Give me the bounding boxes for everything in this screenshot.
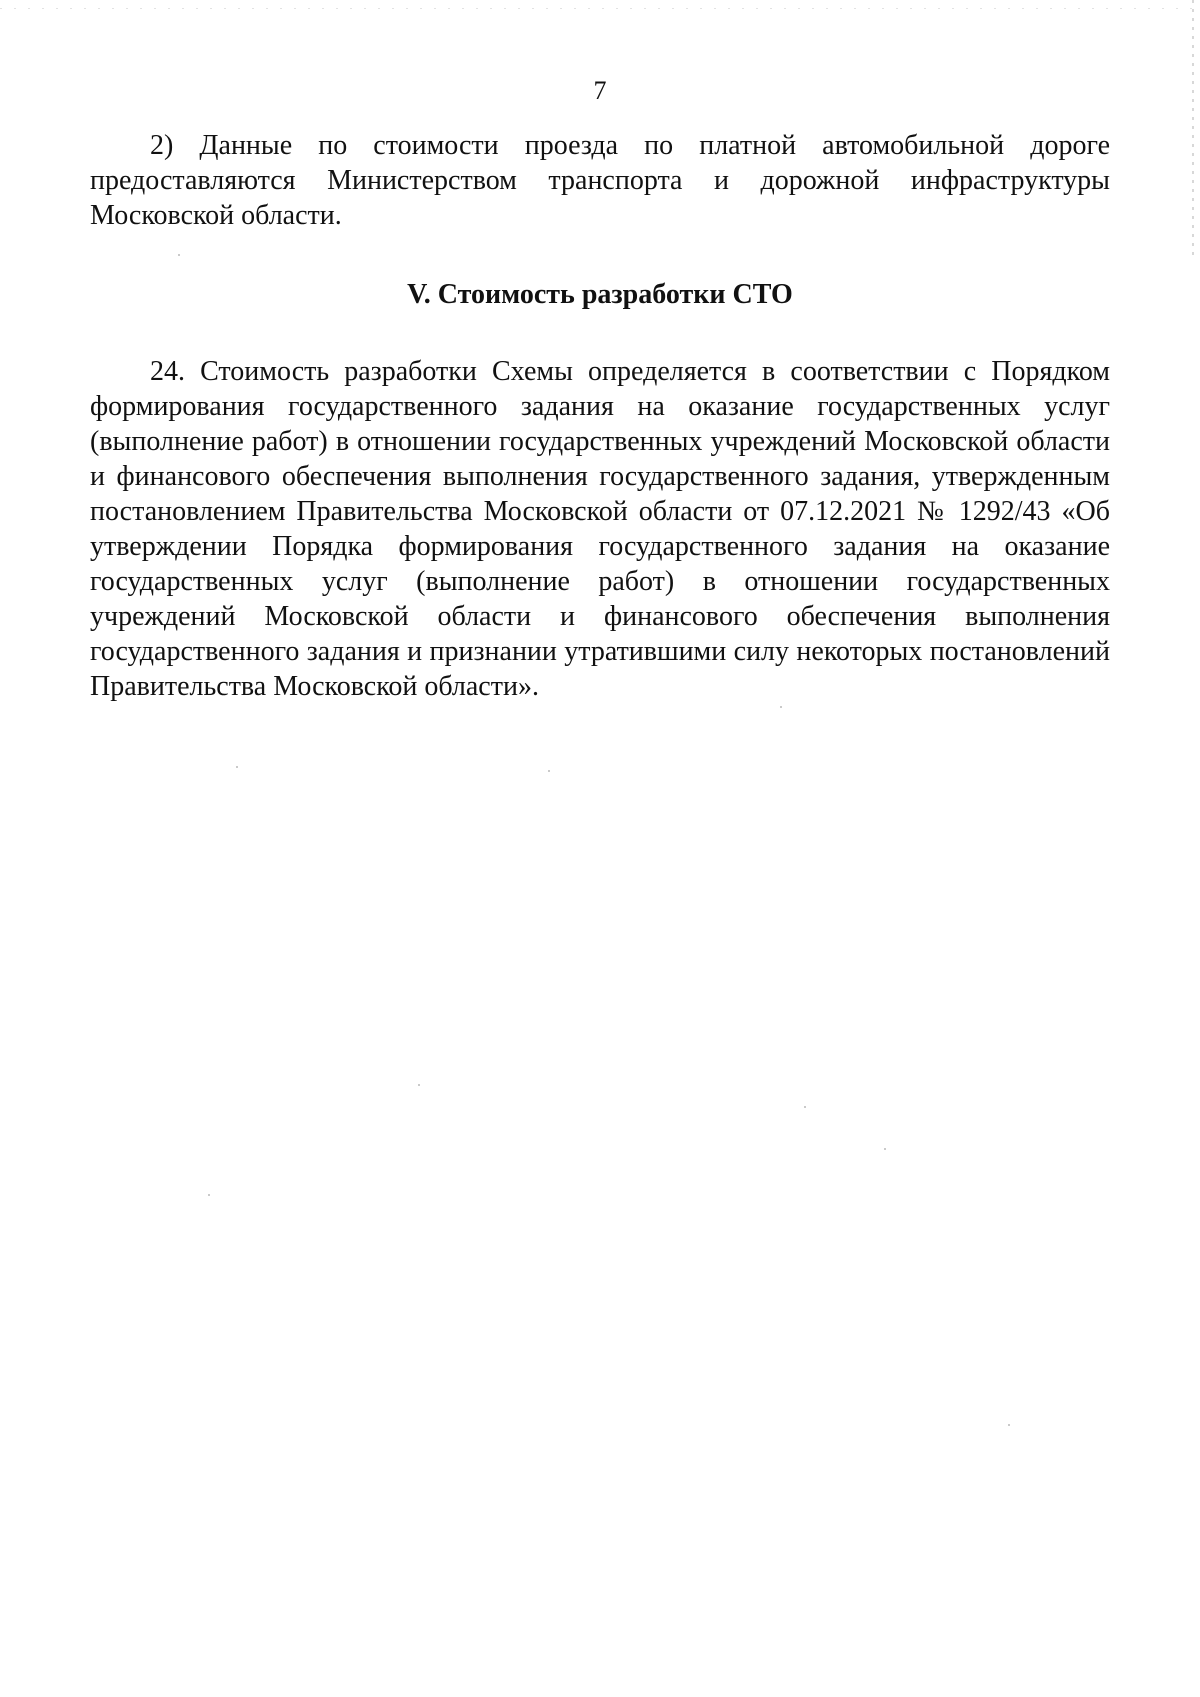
scan-speck	[1008, 1424, 1010, 1426]
document-body	[90, 128, 1110, 704]
scan-speck	[236, 766, 238, 768]
scan-speck	[178, 254, 180, 256]
scan-speck	[208, 1194, 210, 1196]
scan-artifact-edge	[1192, 0, 1194, 260]
page-number: 7	[593, 76, 607, 105]
scan-artifact-top	[0, 8, 1200, 9]
paragraph-toll-road-data: 2) Данные по стоимости проезда по платной автомобильной дороге предоставляются Министерством транспорта и дорожной инфраструктуры Московской области.	[90, 130, 1110, 231]
section-heading: V. Стоимость разработки СТО	[407, 279, 793, 310]
paragraph-development-cost: 24. Стоимость разработки Схемы определяется в соответствии с Порядком формирования государственного задания на оказание государственных услуг (выполнение работ) в отношении государственных учреждений Московской области и финансового обеспечения выполнения государственного задания, утвержденным постановлением Правительства Московской области от 07.12.2021 № 1292/43 «Об утверждении Порядка формирования государственного задания на оказание государственных услуг (выполнение работ) в отношении государственных учреждений Московской области и финансового обеспечения выполнения государственного задания и признании утратившими силу некоторых постановлений Правительства Московской области».	[90, 356, 1110, 702]
scan-speck	[780, 706, 782, 708]
scan-speck	[418, 1084, 420, 1086]
scan-speck	[548, 770, 550, 772]
scan-speck	[804, 1106, 806, 1108]
scan-speck	[884, 1148, 886, 1150]
